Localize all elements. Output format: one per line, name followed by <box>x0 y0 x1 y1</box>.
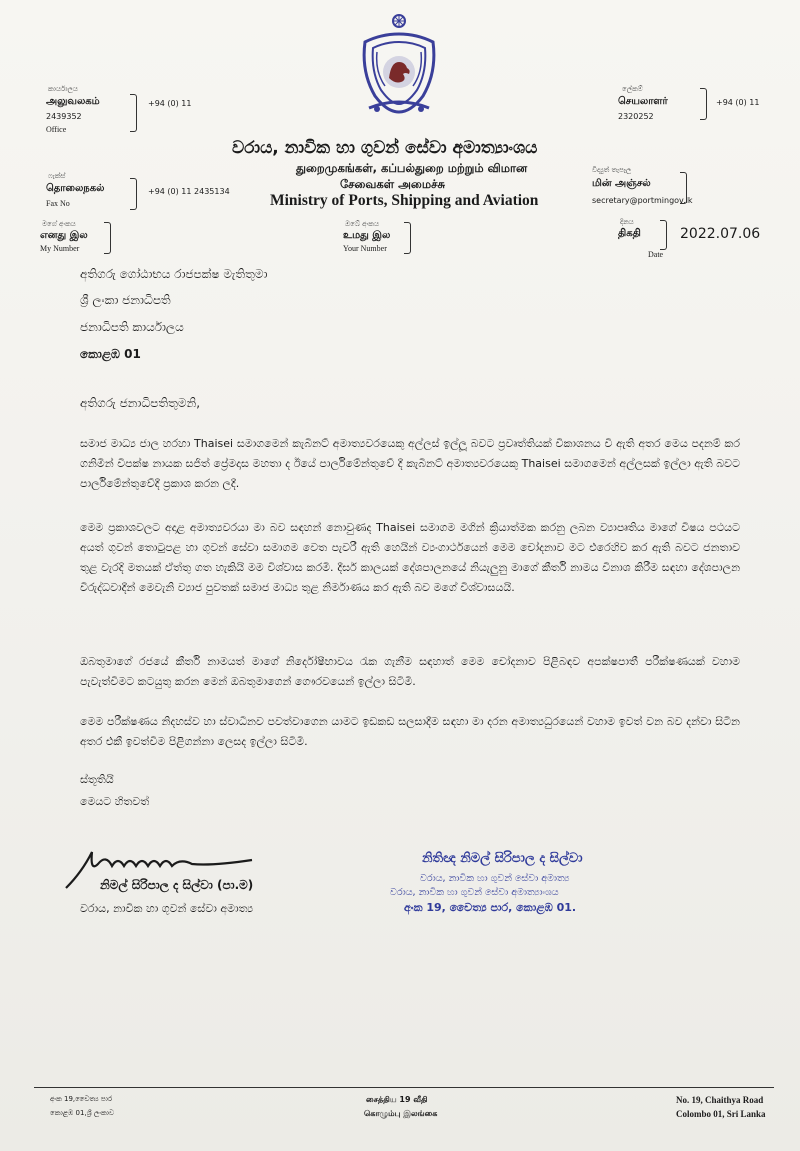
your-number-label-ta: உமது இல <box>343 230 391 241</box>
footer-right-2: Colombo 01, Sri Lanka <box>676 1109 766 1119</box>
secretary-phone-number: 2320252 <box>618 112 654 121</box>
office-brace <box>130 94 137 132</box>
your-number-label-en: Your Number <box>343 244 387 253</box>
your-number-label-small: ඔබේ අංකය <box>345 220 379 228</box>
salutation: අතිගරු ජනාධිපතිතුමනි, <box>80 396 201 410</box>
fax-label-small: ෆැක්ස් <box>48 172 66 180</box>
paragraph-3: ඔබතුමාගේ රජයේ කීර්ති නාමයත් මාගේ නිර්දෝෂීභාවය රැක ගැනීම සඳහාත් මෙම චෝදනාව පිළිබඳව අපක්ෂපාතී පරීක්ෂණයක් වහාම පැවැත්වීමට කටයුතු කරන මෙන් ඔබතුමාගෙන් ගෞරවයෙන් ඉල්ලා සිටිමි. <box>80 655 740 688</box>
letter-date: 2022.07.06 <box>680 226 761 242</box>
fax-number: +94 (0) 11 2435134 <box>148 187 230 196</box>
ministry-name-tamil-1: துறைமுகங்கள், கப்பல்துறை மற்றும் விமான <box>296 161 528 175</box>
footer-right-1: No. 19, Chaithya Road <box>676 1095 764 1105</box>
address-line-1: අතිගරු ගෝඨාභය රාජපක්ෂ මැතිතුමා <box>80 267 268 281</box>
date-label-en: Date <box>648 250 664 259</box>
sri-lanka-emblem <box>355 12 443 116</box>
office-phone-number: 2439352 <box>46 112 82 121</box>
paragraph-2: මෙම ප්‍රකාශවලට අදාළ අමාත්‍යවරයා මා බව සඳහන් නොවුණද Thaisei සමාගම මගින් ක්‍රියාත්මක කරනු ලබන ව්‍යාපෘතිය මාගේ විෂය පථයට අයත් ගුවන් තොටුපළ හා ගුවන් සේවා සමාගම වෙත පැවරී ඇති හෙයින් ව්‍යංගාර්ථයෙන් මෙම චෝදනාව මට එරෙහිව කර ඇති බවට ජනතාව තුළ වැරදි මතයක් ඒත්තු ගත හැකියි මම විශ්වාස කරමි. දීර්ඝ කාලයක් දේශපාලනයේ නියැලුනු මාගේ කීර්ති නාමය විනාශ කිරීම සඳහා දේශපාලන විරුද්ධවාදීන් මෙවැනි ව්‍යාජ පුවතක් සමාජ මාධ්‍ය තුළ නිර්මාණය කර ඇති බව මගේ විශ්වාසයයි. <box>80 521 740 594</box>
office-phone-prefix: +94 (0) 11 <box>148 99 192 108</box>
stamp-line-4: අංක 19, චෛත්‍ය පාර, කොළඹ 01. <box>404 901 577 914</box>
my-number-label-en: My Number <box>40 244 80 253</box>
signatory-name: නිමල් සිරිපාල ද සිල්වා (පා.ම) <box>100 878 254 892</box>
date-label-small: දිනය <box>620 218 634 226</box>
footer-left-2: කොළඹ 01,ශ්‍රී ලංකාව <box>50 1109 115 1117</box>
closing-thanks: ස්තූතියි <box>80 773 114 786</box>
my-number-brace <box>104 222 111 254</box>
fax-label-en: Fax No <box>46 199 70 208</box>
fax-brace <box>130 178 137 210</box>
my-number-label-small: මගේ අංකය <box>42 220 76 228</box>
date-brace <box>660 220 667 250</box>
address-line-2: ශ්‍රී ලංකා ජනාධිපති <box>80 293 171 307</box>
address-line-3: ජනාධිපති කාර්යාලය <box>80 320 184 334</box>
stamp-line-1: නිතිඥ නිමල් සිරිපාල ද සිල්වා <box>422 851 583 866</box>
secretary-label-ta: செயலாளர் <box>618 96 668 107</box>
office-label-ta: அலுவலகம் <box>46 96 100 107</box>
secretary-brace <box>700 88 707 120</box>
date-label-ta: திகதி <box>618 228 641 239</box>
footer-center-1: சைத்திய 19 வீதி <box>366 1095 428 1104</box>
paragraph-4: මෙම පරීක්ෂණය නිදහස්ව හා ස්වාධීනව පවත්වාගෙන යාමට ඉඩකඩ සලසාදීම සඳහා මා දරන අමාත්‍යධුරයෙන් වහාම ඉවත් වන බව දන්වා සිටින අතර එකී ඉවත්වීම පිළිගන්නා ලෙසද ඉල්ලා සිටිමි. <box>80 715 740 748</box>
footer-divider <box>34 1087 774 1088</box>
secretary-phone-prefix: +94 (0) 11 <box>716 98 760 107</box>
stamp-line-2: වරාය, නාවික හා ගුවන් සේවා අමාත්‍ය <box>420 873 570 884</box>
closing-faithfully: මෙයට හිතවත් <box>80 795 150 808</box>
your-number-brace <box>404 222 411 254</box>
fax-label-ta: தொலைநகல் <box>46 183 105 194</box>
office-label-en: Office <box>46 125 67 134</box>
ministry-name-tamil-2: சேவைகள் அமைச்சு <box>340 177 445 191</box>
footer-left-1: අංක 19,චෛත්‍ය පාර <box>50 1095 113 1103</box>
email-label-ta: மின் அஞ்சல் <box>592 178 651 189</box>
address-line-4: කොළඹ 01 <box>80 347 141 361</box>
ministry-name-english: Ministry of Ports, Shipping and Aviation <box>270 192 539 209</box>
my-number-label-ta: எனது இல <box>40 230 88 241</box>
footer-center-2: கொழும்பு இலங்கை <box>364 1109 438 1118</box>
email-address[interactable]: secretary@portmingov.lk <box>592 196 693 205</box>
signatory-title: වරාය, නාවික හා ගුවන් සේවා අමාත්‍ය <box>80 902 254 915</box>
email-label-small: විද්‍යුත් තැපෑල <box>592 166 632 174</box>
office-label-small: කාර්යාලය <box>48 85 78 93</box>
secretary-label-small: ලේකම් <box>622 85 643 93</box>
stamp-line-3: වරාය, නාවික හා ගුවන් සේවා අමාත්‍යාංශය <box>390 887 559 898</box>
ministry-name-sinhala: වරාය, නාවික හා ගුවන් සේවා අමාත්‍යාංශය <box>232 138 538 158</box>
email-brace <box>680 172 687 204</box>
paragraph-1: සමාජ මාධ්‍ය ජාල හරහා Thaisei සමාගමෙන් කැබිනට් අමාත්‍යවරයෙකු අල්ලස් ඉල්ලූ බවට ප්‍රවෘත්තියක් විකාශනය වී ඇති අතර මෙය පදනම් කර ගනිමින් විපක්ෂ නායක සජිත් ප්‍රේමදාස මහතා ද ඊයේ පාර්ලිමේන්තුවේ දී කැබිනට් අමාත්‍යවරයෙකු Thaisei සමාගමෙන් අල්ලසක් ඉල්ලා ඇති බවට පාර්ලිමේන්තුවේදී ප්‍රකාශ කරන ලදී. <box>80 437 740 490</box>
